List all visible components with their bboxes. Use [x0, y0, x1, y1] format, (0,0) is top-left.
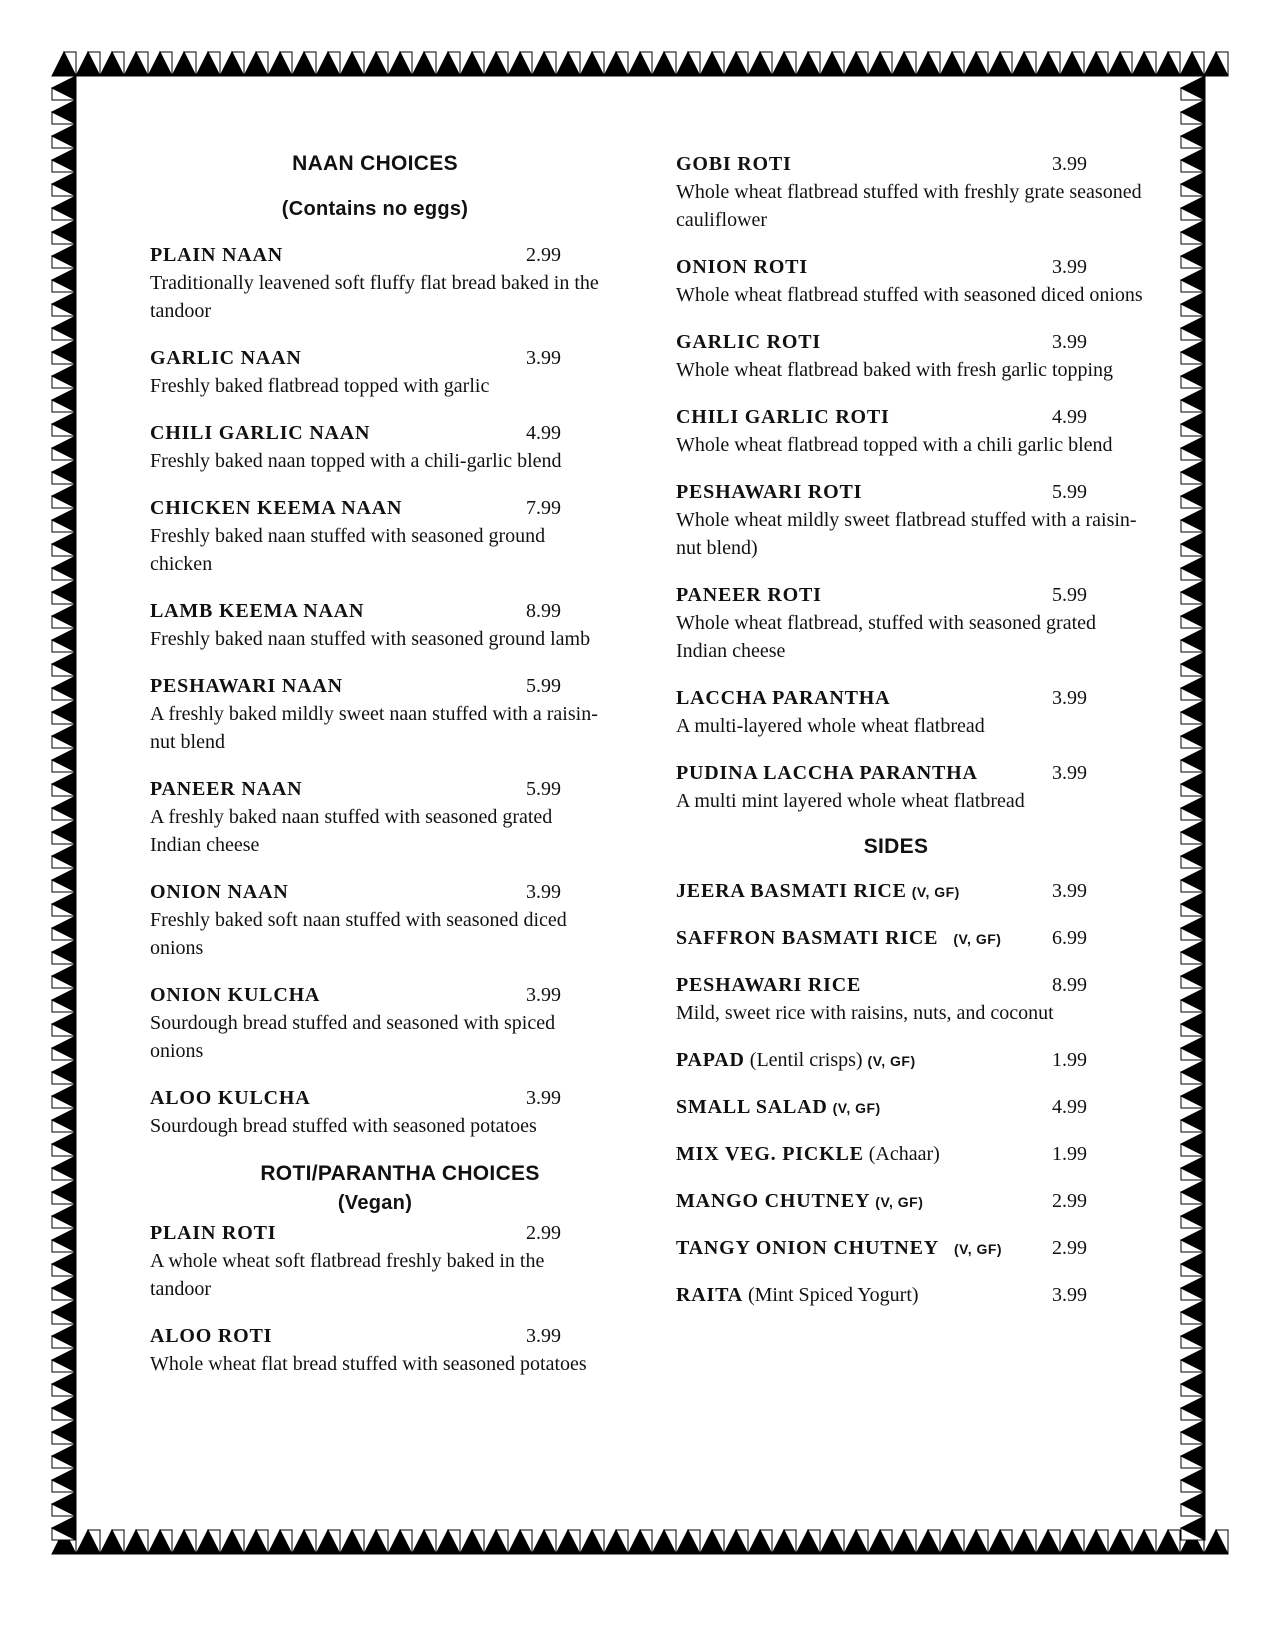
item-description: Traditionally leavened soft fluffy flat bread baked in the tandoor	[150, 272, 599, 322]
item-name: PAPAD	[676, 1049, 745, 1071]
menu-item	[150, 344, 600, 400]
item-price: 1.99	[1052, 1049, 1087, 1071]
item-name: MANGO CHUTNEY	[676, 1190, 871, 1212]
menu-item	[676, 1187, 1146, 1215]
item-price: 3.99	[526, 347, 561, 369]
dietary-tag: (V, GF)	[911, 884, 960, 900]
right-column	[676, 150, 1146, 1309]
item-description: Whole wheat flat bread stuffed with seasoned potatoes	[150, 1353, 587, 1375]
menu-item	[150, 1322, 600, 1378]
item-name: RAITA	[676, 1284, 743, 1306]
roti-section-title: ROTI/PARANTHA CHOICES	[260, 1162, 540, 1185]
menu-item	[676, 1046, 1146, 1074]
item-description: Whole wheat flatbread, stuffed with seasoned grated Indian cheese	[676, 612, 1097, 662]
menu-item	[676, 253, 1146, 309]
menu-item	[150, 878, 600, 962]
item-name: SAFFRON BASMATI RICE	[676, 927, 939, 949]
roti-list-right	[676, 150, 1146, 815]
item-name: ONION NAAN	[150, 881, 289, 903]
dietary-tag: (V, GF)	[954, 1241, 1003, 1257]
item-description: Sourdough bread stuffed and seasoned with spiced onions	[150, 1012, 556, 1062]
menu-item	[676, 1140, 1146, 1168]
item-price: 3.99	[1052, 880, 1087, 902]
naan-section-subtitle: (Contains no eggs)	[281, 198, 469, 220]
item-name: ALOO KULCHA	[150, 1087, 311, 1109]
item-description: Freshly baked naan topped with a chili-garlic blend	[150, 450, 562, 472]
item-price: 3.99	[1052, 256, 1087, 278]
menu-item	[676, 403, 1146, 459]
item-price: 2.99	[526, 244, 561, 266]
menu-item	[676, 1093, 1146, 1121]
border-top	[52, 52, 1228, 76]
menu-item	[676, 684, 1146, 740]
item-price: 2.99	[1052, 1237, 1087, 1259]
item-price: 8.99	[526, 600, 561, 622]
menu-item	[676, 150, 1146, 234]
item-description: A freshly baked mildly sweet naan stuffed with a raisin-nut blend	[150, 703, 598, 753]
menu-item	[676, 1234, 1146, 1262]
menu-item	[676, 328, 1146, 384]
item-name: PLAIN NAAN	[150, 244, 283, 266]
item-price: 4.99	[1052, 1096, 1087, 1118]
border-left	[52, 76, 76, 1540]
menu-item	[676, 581, 1146, 665]
dietary-tag: (V, GF)	[832, 1100, 881, 1116]
dietary-tag: (V, GF)	[875, 1194, 924, 1210]
item-price: 3.99	[1052, 153, 1087, 175]
menu-item	[676, 759, 1146, 815]
item-name: PANEER ROTI	[676, 584, 822, 606]
item-description: Whole wheat flatbread stuffed with seasoned diced onions	[676, 284, 1143, 306]
item-name: LAMB KEEMA NAAN	[150, 600, 365, 622]
item-name: LACCHA PARANTHA	[676, 687, 891, 709]
border-right	[1181, 76, 1205, 1540]
item-description: Freshly baked flatbread topped with garlic	[150, 375, 490, 397]
item-description: Freshly baked naan stuffed with seasoned ground lamb	[150, 628, 591, 650]
item-price: 6.99	[1052, 927, 1087, 949]
menu-item	[150, 981, 600, 1065]
item-name: PESHAWARI NAAN	[150, 675, 343, 697]
menu-item	[150, 494, 600, 578]
item-price: 2.99	[1052, 1190, 1087, 1212]
naan-section-title: NAAN CHOICES	[292, 152, 458, 175]
menu-item	[676, 877, 1146, 905]
item-description: A multi mint layered whole wheat flatbread	[676, 790, 1025, 812]
item-name: TANGY ONION CHUTNEY	[676, 1237, 939, 1259]
item-price: 4.99	[1052, 406, 1087, 428]
menu-item	[150, 419, 600, 475]
sides-section-title: SIDES	[863, 835, 929, 858]
item-price: 5.99	[1052, 481, 1087, 503]
menu-item	[150, 241, 600, 325]
item-price: 4.99	[526, 422, 561, 444]
item-name: CHILI GARLIC ROTI	[676, 406, 890, 428]
dietary-tag: (V, GF)	[953, 931, 1002, 947]
item-name: GARLIC NAAN	[150, 347, 302, 369]
menu-item	[676, 1281, 1146, 1309]
item-name: PLAIN ROTI	[150, 1222, 277, 1244]
item-price: 1.99	[1052, 1143, 1087, 1165]
item-price: 5.99	[526, 778, 561, 800]
item-price: 7.99	[526, 497, 561, 519]
item-price: 8.99	[1052, 974, 1087, 996]
menu-item	[150, 1084, 600, 1140]
item-description: Freshly baked naan stuffed with seasoned ground chicken	[150, 525, 546, 575]
item-price: 3.99	[526, 1087, 561, 1109]
item-price: 3.99	[1052, 687, 1087, 709]
item-price: 2.99	[526, 1222, 561, 1244]
item-price: 3.99	[1052, 1284, 1087, 1306]
item-name: ONION KULCHA	[150, 984, 321, 1006]
item-description: A whole wheat soft flatbread freshly baked in the tandoor	[150, 1250, 545, 1300]
item-price: 3.99	[526, 1325, 561, 1347]
item-name: SMALL SALAD	[676, 1096, 828, 1118]
item-price: 3.99	[526, 984, 561, 1006]
item-name: ALOO ROTI	[150, 1325, 273, 1347]
menu-item	[150, 775, 600, 859]
roti-list-left	[150, 1219, 600, 1378]
menu-item	[676, 924, 1146, 952]
item-note: (Achaar)	[868, 1143, 940, 1165]
item-name: GARLIC ROTI	[676, 331, 821, 353]
left-column	[150, 150, 600, 1378]
item-name: MIX VEG. PICKLE	[676, 1143, 864, 1165]
item-name: ONION ROTI	[676, 256, 808, 278]
menu-item	[150, 672, 600, 756]
sides-list	[676, 877, 1146, 1309]
menu-item	[676, 478, 1146, 562]
item-name: PESHAWARI RICE	[676, 974, 862, 996]
item-name: CHILI GARLIC NAAN	[150, 422, 371, 444]
dietary-tag: (V, GF)	[867, 1053, 916, 1069]
item-note: (Lentil crisps)	[749, 1049, 863, 1071]
item-price: 3.99	[1052, 331, 1087, 353]
item-description: Whole wheat flatbread topped with a chili garlic blend	[676, 434, 1113, 456]
menu-item	[150, 1219, 600, 1303]
item-description: A freshly baked naan stuffed with seasoned grated Indian cheese	[150, 806, 553, 856]
item-name: PESHAWARI ROTI	[676, 481, 863, 503]
menu-item	[150, 597, 600, 653]
roti-section-subtitle: (Vegan)	[337, 1192, 413, 1214]
item-description: Whole wheat flatbread stuffed with freshly grate seasoned cauliflower	[676, 181, 1142, 231]
item-price: 5.99	[1052, 584, 1087, 606]
item-name: PANEER NAAN	[150, 778, 303, 800]
naan-list	[150, 241, 600, 1140]
menu-item	[676, 971, 1146, 1027]
item-name: PUDINA LACCHA PARANTHA	[676, 762, 978, 784]
item-description: A multi-layered whole wheat flatbread	[676, 715, 985, 737]
item-price: 3.99	[1052, 762, 1087, 784]
item-price: 5.99	[526, 675, 561, 697]
item-price: 3.99	[526, 881, 561, 903]
item-name: CHICKEN KEEMA NAAN	[150, 497, 403, 519]
item-description: Whole wheat flatbread baked with fresh garlic topping	[676, 359, 1114, 381]
item-description: Freshly baked soft naan stuffed with seasoned diced onions	[150, 909, 567, 959]
item-description: Whole wheat mildly sweet flatbread stuffed with a raisin-nut blend)	[676, 509, 1137, 559]
border-bottom	[52, 1530, 1228, 1554]
item-description: Sourdough bread stuffed with seasoned potatoes	[150, 1115, 537, 1137]
item-name: GOBI ROTI	[676, 153, 792, 175]
item-note: (Mint Spiced Yogurt)	[747, 1284, 919, 1306]
item-description: Mild, sweet rice with raisins, nuts, and coconut	[676, 1002, 1054, 1024]
item-name: JEERA BASMATI RICE	[676, 880, 907, 902]
